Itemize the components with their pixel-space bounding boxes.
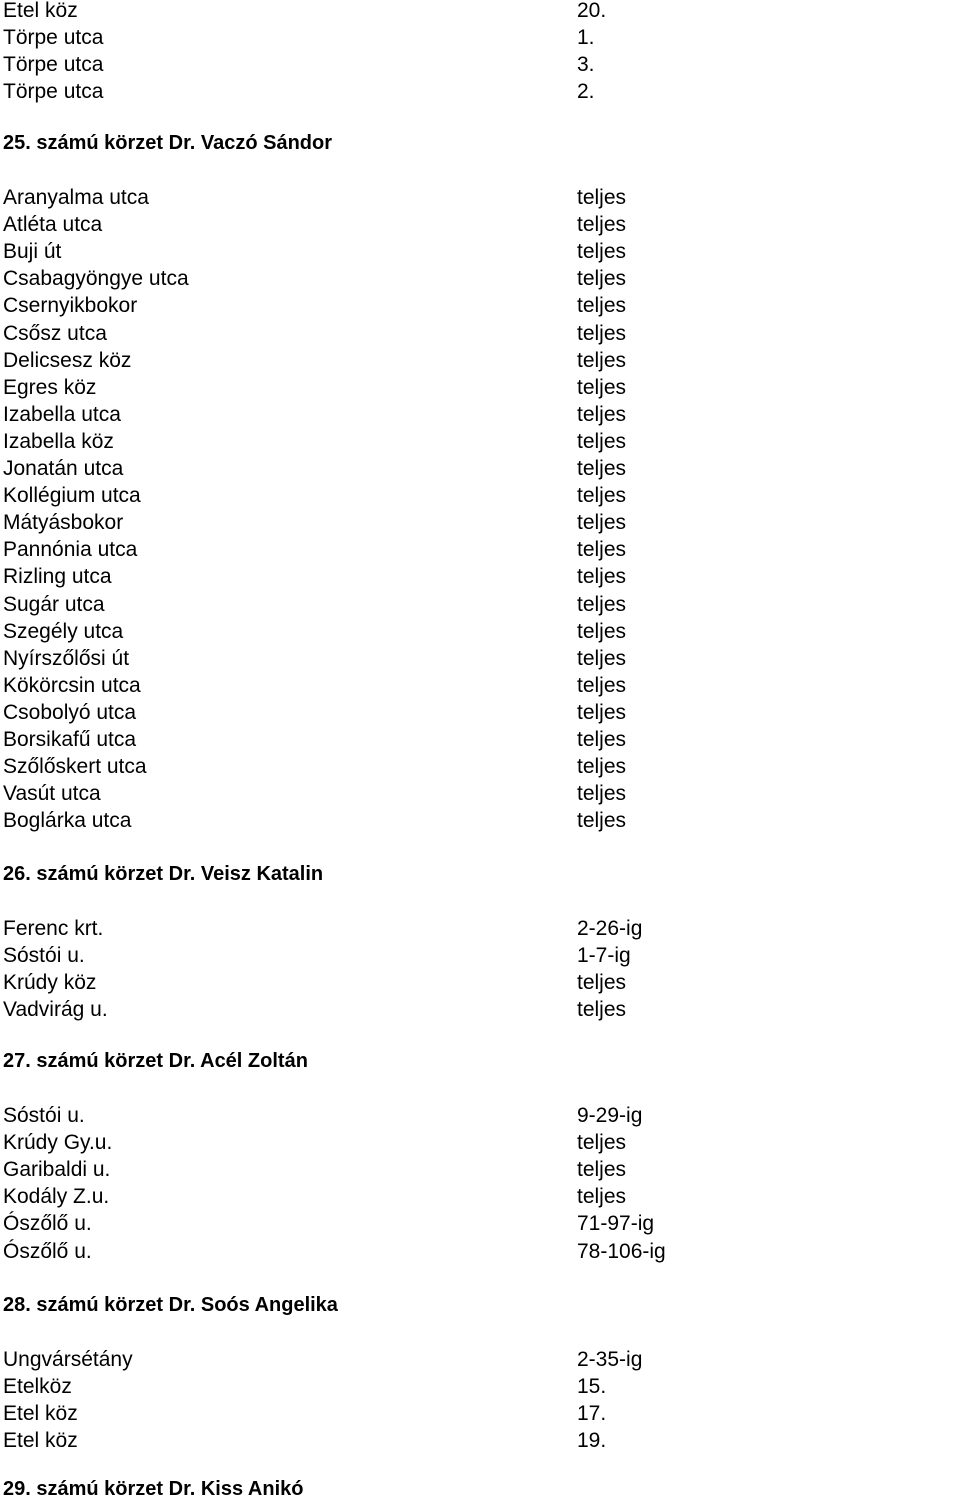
house-number-range: 1. (577, 26, 595, 50)
street-row (3, 780, 943, 807)
house-number-range: teljes (577, 1131, 627, 1155)
street-name: Sugár utca (3, 592, 105, 616)
street-name: Boglárka utca (3, 809, 132, 833)
house-number-range: teljes (577, 213, 627, 237)
street-row (3, 292, 943, 319)
street-name: Nyírszőlősi út (3, 646, 130, 670)
street-row (3, 1102, 943, 1129)
street-row (3, 915, 943, 942)
house-number-range: teljes (577, 294, 627, 318)
street-row (3, 509, 943, 536)
street-row (3, 78, 943, 105)
street-row (3, 618, 943, 645)
house-number-range: teljes (577, 998, 627, 1022)
house-number-range: 2. (577, 80, 595, 104)
street-row (3, 482, 943, 509)
house-number-range: teljes (577, 538, 627, 562)
street-name: Vadvirág u. (3, 998, 108, 1022)
house-number-range: teljes (577, 728, 627, 751)
house-number-range: teljes (577, 646, 627, 670)
house-number-range: teljes (577, 375, 627, 399)
house-number-range: teljes (577, 619, 627, 643)
street-name: Kodály Z.u. (3, 1185, 110, 1209)
street-row (3, 753, 943, 780)
house-number-range: teljes (577, 321, 627, 345)
street-name: Buji út (3, 240, 62, 264)
district-heading: 25. számú körzet Dr. Vaczó Sándor (3, 132, 333, 154)
house-number-range: teljes (577, 429, 627, 453)
street-row (3, 455, 943, 482)
street-name: Delicsesz köz (3, 348, 132, 372)
house-number-range: teljes (577, 971, 627, 995)
street-row (3, 1427, 943, 1454)
street-row (3, 726, 943, 753)
district-heading: 26. számú körzet Dr. Veisz Katalin (3, 863, 324, 885)
street-name: Aranyalma utca (3, 186, 149, 209)
street-name: Szegély utca (3, 619, 124, 643)
street-name: Csősz utca (3, 321, 107, 345)
district-heading: 27. számú körzet Dr. Acél Zoltán (3, 1050, 308, 1072)
house-number-range: teljes (577, 511, 627, 535)
street-name: Csernyikbokor (3, 294, 138, 318)
house-number-range: teljes (577, 240, 627, 264)
street-name: Kökörcsin utca (3, 673, 141, 697)
street-name: Jonatán utca (3, 457, 124, 480)
house-number-range: teljes (577, 457, 627, 480)
street-row (3, 996, 943, 1023)
street-name: Törpe utca (3, 80, 104, 104)
street-row (3, 265, 943, 292)
house-number-range: teljes (577, 809, 627, 833)
street-name: Borsikafű utca (3, 728, 137, 751)
street-row (3, 591, 943, 618)
street-name: Csobolyó utca (3, 700, 137, 724)
street-name: Etel köz (3, 1429, 78, 1453)
house-number-range: 19. (577, 1429, 607, 1453)
street-name: Törpe utca (3, 26, 104, 50)
street-name: Sóstói u. (3, 1104, 85, 1127)
house-number-range: 15. (577, 1375, 607, 1399)
street-row (3, 1238, 943, 1265)
street-row (3, 969, 943, 996)
house-number-range: teljes (577, 755, 627, 779)
street-row (3, 672, 943, 699)
street-name: Garibaldi u. (3, 1158, 111, 1182)
street-name: Krúdy köz (3, 971, 97, 995)
street-name: Etel köz (3, 1402, 78, 1426)
street-name: Mátyásbokor (3, 511, 124, 535)
street-name: Törpe utca (3, 53, 104, 77)
street-name: Szőlőskert utca (3, 755, 147, 779)
house-number-range: 78-106-ig (577, 1239, 666, 1263)
street-name: Vasút utca (3, 782, 101, 806)
street-row (3, 942, 943, 969)
house-number-range: 9-29-ig (577, 1104, 643, 1127)
street-name: Ószőlő u. (3, 1212, 92, 1236)
street-row (3, 1346, 943, 1373)
street-row (3, 1156, 943, 1183)
house-number-range: teljes (577, 186, 627, 209)
house-number-range: teljes (577, 1158, 627, 1182)
street-row (3, 374, 943, 401)
street-name: Etel köz (3, 0, 78, 22)
house-number-range: teljes (577, 267, 627, 291)
house-number-range: teljes (577, 402, 627, 426)
house-number-range: teljes (577, 673, 627, 697)
street-row (3, 51, 943, 78)
street-row (3, 699, 943, 726)
street-row (3, 1129, 943, 1156)
street-name: Ószőlő u. (3, 1239, 92, 1263)
street-row (3, 428, 943, 455)
street-row (3, 1210, 943, 1237)
house-number-range: teljes (577, 592, 627, 616)
street-name: Atléta utca (3, 213, 103, 237)
house-number-range: teljes (577, 1185, 627, 1209)
street-name: Ferenc krt. (3, 917, 104, 940)
house-number-range: 2-35-ig (577, 1348, 643, 1371)
street-row (3, 401, 943, 428)
house-number-range: 20. (577, 0, 607, 22)
street-row (3, 645, 943, 672)
street-name: Izabella köz (3, 429, 114, 453)
street-row (3, 24, 943, 51)
street-row (3, 0, 943, 24)
street-name: Ungvársétány (3, 1348, 133, 1371)
district-heading: 29. számú körzet Dr. Kiss Anikó (3, 1478, 304, 1500)
street-row (3, 563, 943, 590)
house-number-range: teljes (577, 484, 627, 508)
street-name: Csabagyöngye utca (3, 267, 189, 291)
street-row (3, 807, 943, 834)
street-name: Krúdy Gy.u. (3, 1131, 113, 1155)
house-number-range: 3. (577, 53, 595, 77)
district-heading: 28. számú körzet Dr. Soós Angelika (3, 1294, 338, 1316)
street-row (3, 184, 943, 211)
house-number-range: 17. (577, 1402, 607, 1426)
street-row (3, 238, 943, 265)
street-name: Rizling utca (3, 565, 112, 589)
street-name: Izabella utca (3, 402, 121, 426)
street-name: Kollégium utca (3, 484, 141, 508)
street-row (3, 1183, 943, 1210)
house-number-range: teljes (577, 565, 627, 589)
house-number-range: teljes (577, 348, 627, 372)
street-name: Egres köz (3, 375, 97, 399)
house-number-range: 1-7-ig (577, 944, 631, 968)
street-name: Etelköz (3, 1375, 72, 1399)
house-number-range: 71-97-ig (577, 1212, 655, 1236)
street-row (3, 1400, 943, 1427)
street-name: Pannónia utca (3, 538, 138, 562)
street-row (3, 1373, 943, 1400)
house-number-range: 2-26-ig (577, 917, 643, 940)
street-row (3, 320, 943, 347)
street-row (3, 211, 943, 238)
house-number-range: teljes (577, 782, 627, 806)
street-row (3, 536, 943, 563)
street-row (3, 347, 943, 374)
house-number-range: teljes (577, 700, 627, 724)
street-name: Sóstói u. (3, 944, 85, 968)
